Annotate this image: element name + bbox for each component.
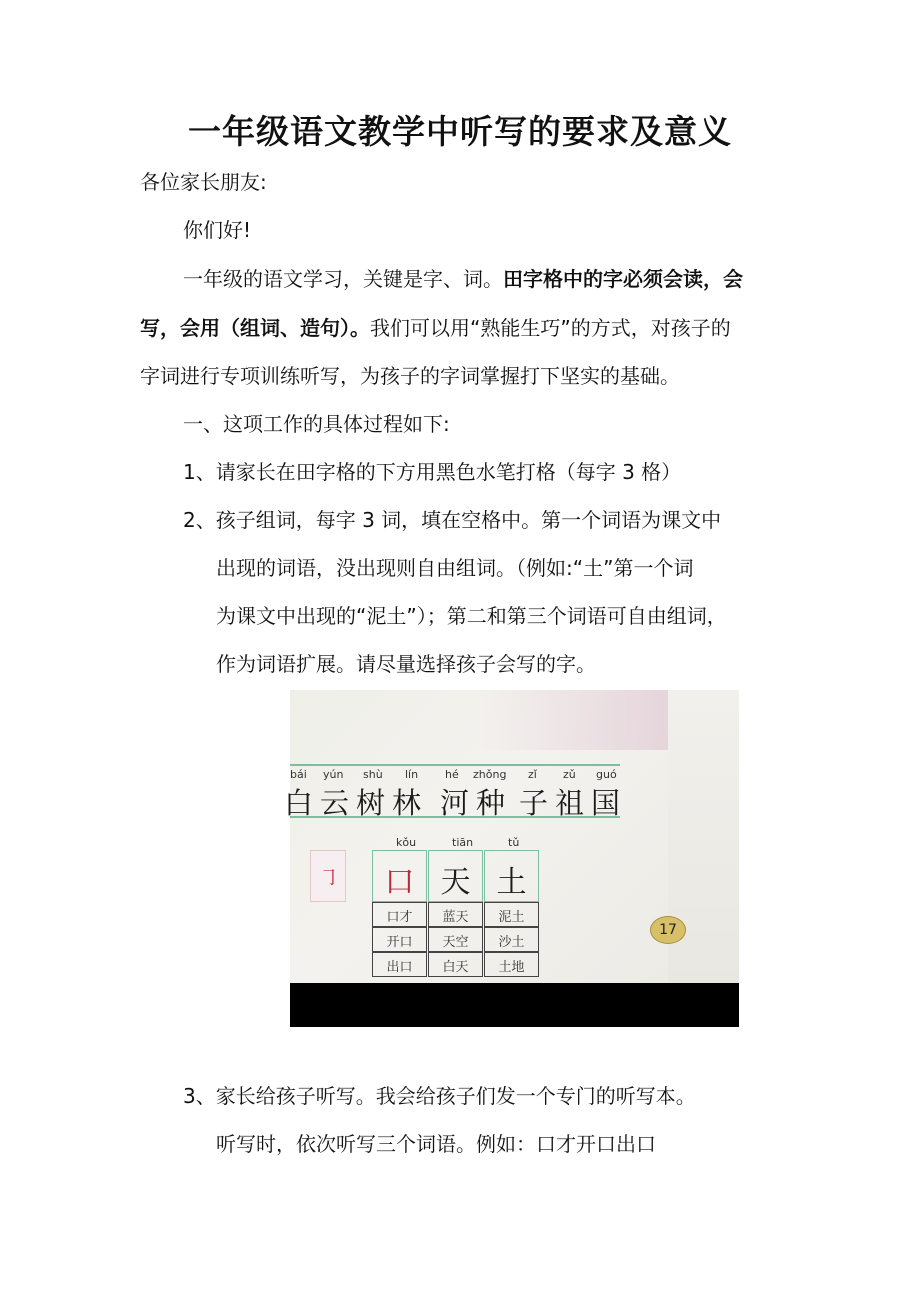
document-title: 一年级语文教学中听写的要求及意义 xyxy=(188,112,732,151)
word-cell xyxy=(428,927,483,952)
grid-pinyin: tǔ xyxy=(508,836,520,849)
intro-plain-text-2: 我们可以用“熟能生巧”的方式，对孩子的 xyxy=(370,316,731,340)
handwritten-word: 口才 xyxy=(386,910,413,925)
hello-line: 你们好! xyxy=(183,218,252,242)
handwritten-word: 天空 xyxy=(442,935,469,950)
textbook-char: 祖 xyxy=(555,786,585,820)
textbook-char: 国 xyxy=(591,786,621,820)
word-cell xyxy=(372,902,427,927)
tianzige-grid xyxy=(372,850,540,980)
textbook-photo xyxy=(284,690,739,1027)
word-cell xyxy=(484,902,539,927)
grid-char-cell xyxy=(372,850,427,902)
word-cell xyxy=(484,927,539,952)
grid-pinyin: tiān xyxy=(452,836,474,849)
step-2-line-2: 出现的词语，没出现则自由组词。（例如:“土”第一个词 xyxy=(216,556,694,580)
handwritten-word: 开口 xyxy=(386,935,413,950)
pinyin-label: zhǒng xyxy=(473,768,507,781)
intro-line-2 xyxy=(140,313,731,343)
step-2-line-4: 作为词语扩展。请尽量选择孩子会写的字。 xyxy=(216,652,596,676)
grid-char: 天 xyxy=(440,865,471,900)
sheet-shadow xyxy=(480,690,668,750)
step-2-line-3: 为课文中出现的“泥土”）；第二和第三个词语可自由组词， xyxy=(216,604,727,628)
handwritten-word: 白天 xyxy=(442,960,469,975)
pinyin-label: yún xyxy=(323,768,344,781)
grid-char-cell xyxy=(428,850,483,902)
textbook-char: 子 xyxy=(519,786,549,820)
grid-char: 口 xyxy=(384,865,415,900)
step-1: 1、请家长在田字格的下方用黑色水笔打格（每字 3 格） xyxy=(183,460,682,484)
handwritten-word: 土地 xyxy=(498,960,525,975)
textbook-char: 树 xyxy=(356,786,386,820)
pinyin-label: zǔ xyxy=(563,768,576,781)
grid-char: 土 xyxy=(496,865,527,900)
intro-bold-text-a: 田字格中的字必须会读，会 xyxy=(503,267,743,291)
handwritten-word: 出口 xyxy=(386,960,413,975)
textbook-char: 种 xyxy=(476,786,506,820)
pinyin-label: shù xyxy=(363,768,383,781)
grid-pinyin: kǒu xyxy=(396,836,417,849)
green-rule-top xyxy=(290,764,620,766)
word-cell xyxy=(428,902,483,927)
pinyin-label: zǐ xyxy=(528,768,537,781)
textbook-char: 云 xyxy=(320,786,350,820)
word-cell xyxy=(428,952,483,977)
pinyin-label: guó xyxy=(596,768,617,781)
pinyin-label: hé xyxy=(445,768,459,781)
pinyin-label: bái xyxy=(290,768,307,781)
word-cell xyxy=(484,952,539,977)
stroke-glyph: ㇆ xyxy=(319,865,339,889)
intro-line-3: 字词进行专项训练听写，为孩子的字词掌握打下坚实的基础。 xyxy=(140,364,680,388)
intro-line-1 xyxy=(183,264,743,294)
textbook-char: 林 xyxy=(392,786,422,820)
step-3-line-2: 听写时，依次听写三个词语。例如：口才开口出口 xyxy=(216,1132,656,1156)
handwritten-word: 沙土 xyxy=(498,935,525,950)
textbook-char: 河 xyxy=(440,786,470,820)
word-cell xyxy=(372,927,427,952)
section-heading: 一、这项工作的具体过程如下: xyxy=(183,412,450,436)
handwritten-word: 蓝天 xyxy=(442,910,469,925)
handwritten-word: 泥土 xyxy=(498,910,525,925)
page-number-badge: 17 xyxy=(650,916,686,944)
pinyin-label: lín xyxy=(405,768,419,781)
stroke-box xyxy=(310,850,346,902)
step-2-line-1: 2、孩子组词，每字 3 词，填在空格中。第一个词语为课文中 xyxy=(183,508,722,532)
step-3-line-1: 3、家长给孩子听写。我会给孩子们发一个专门的听写本。 xyxy=(183,1084,696,1108)
grid-char-cell xyxy=(484,850,539,902)
intro-plain-text: 一年级的语文学习，关键是字、词。 xyxy=(183,267,503,291)
greeting: 各位家长朋友: xyxy=(140,170,267,194)
textbook-char: 白 xyxy=(284,786,314,820)
word-cell xyxy=(372,952,427,977)
intro-bold-text-b: 写，会用（组词、造句）。 xyxy=(140,316,370,340)
